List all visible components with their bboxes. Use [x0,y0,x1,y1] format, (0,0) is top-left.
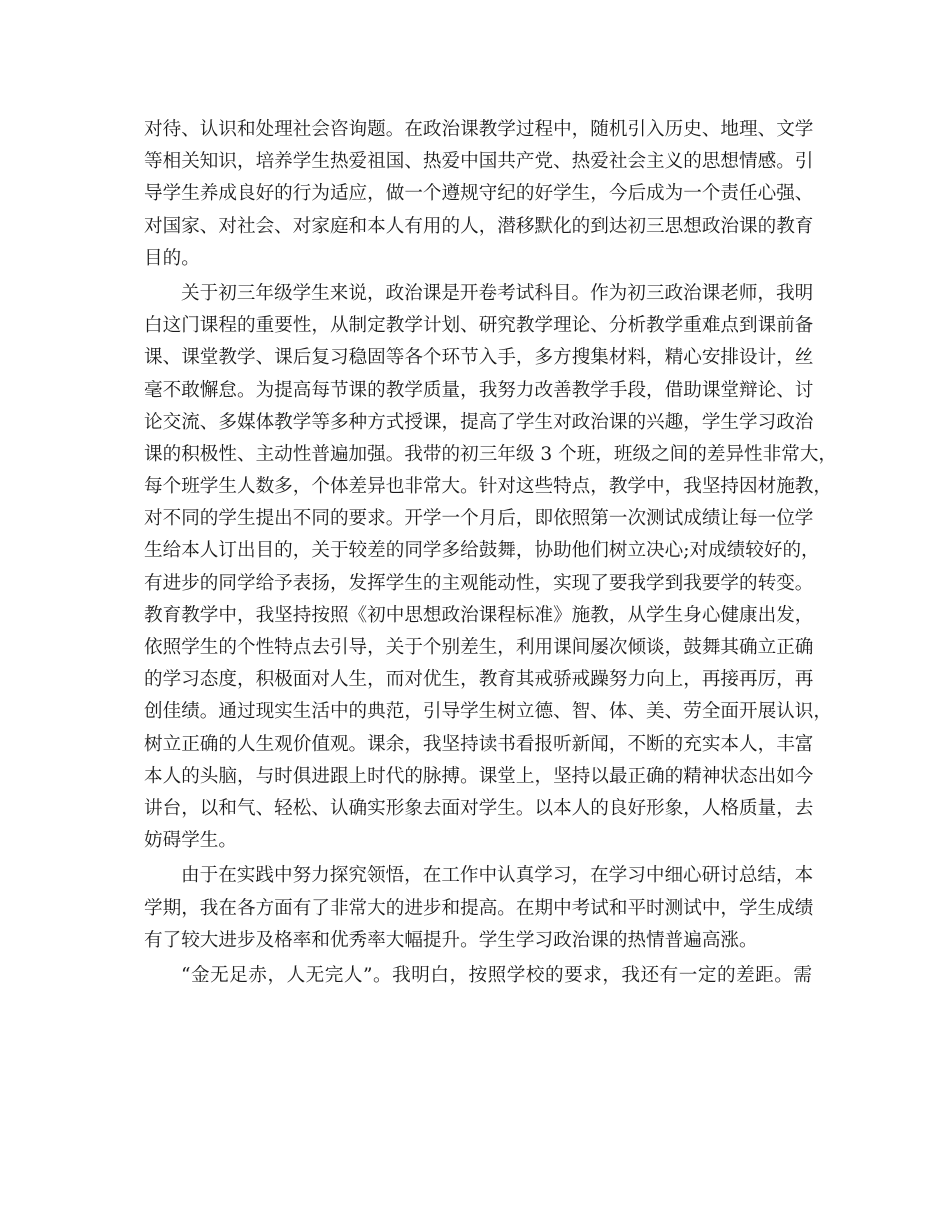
text-line: 白这门课程的重要性，从制定教学计划、研究教学理论、分析教学重难点到课前备 [144,315,814,337]
text-line: 有了较大进步及格率和优秀率大幅提升。学生学习政治课的热情普遍高涨。 [144,929,758,951]
text-line: 创佳绩。通过现实生活中的典范，引导学生树立德、智、体、美、劳全面开展认识， [144,701,832,723]
text-line: 有进步的同学给予表扬，发挥学生的主观能动性，实现了要我学到我要学的转变。 [144,572,814,594]
text-line: “金无足赤，人无完人”。我明白，按照学校的要求，我还有一定的差距。需 [181,964,812,986]
text-line: 课的积极性、主动性普遍加强。我带的初三年级 3 个班，班级之间的差异性非常大， [144,443,838,465]
text-line: 依照学生的个性特点去引导，关于个别差生，利用课间屡次倾谈，鼓舞其确立正确 [144,637,814,658]
text-line: 目的。 [144,247,200,269]
text-line: 树立正确的人生观价值观。课余，我坚持读书看报听新闻，不断的充实本人，丰富 [144,733,814,755]
text-line: 教育教学中，我坚持按照《初中思想政治课程标准》施教，从学生身心健康出发， [144,604,814,626]
text-line: 对待、认识和处理社会咨询题。在政治课教学过程中，随机引入历史、地理、文学 [144,119,814,140]
text-line: 生给本人订出目的，关于较差的同学多给鼓舞，协助他们树立决心;对成绩较好的， [144,540,820,562]
text-line: 学期，我在各方面有了非常大的进步和提高。在期中考试和平时测试中，学生成绩 [144,897,814,919]
text-line: 对国家、对社会、对家庭和本人有用的人，潜移默化的到达初三思想政治课的教育 [144,215,814,237]
paragraph [144,278,838,857]
text-line: 导学生养成良好的行为适应，做一个遵规守纪的好学生，今后成为一个责任心强、 [144,183,814,205]
text-line: 的学习态度，积极面对人生，而对优生，教育其戒骄戒躁努力向上，再接再厉，再 [144,669,814,691]
text-line: 论交流、多媒体教学等多种方式授课，提高了学生对政治课的兴趣，学生学习政治 [144,411,814,433]
text-line: 本人的头脑，与时俱进跟上时代的脉搏。课堂上，坚持以最正确的精神状态出如今 [144,765,814,787]
paragraph [144,860,812,957]
text-line: 毫不敢懈怠。为提高每节课的教学质量，我努力改善教学手段，借助课堂辩论、讨 [144,379,814,401]
text-line: 讲台，以和气、轻松、认确实形象去面对学生。以本人的良好形象，人格质量，去 [144,797,814,819]
document-body [144,114,838,992]
text-line: 由于在实践中努力探究领悟，在工作中认真学习，在学习中细心研讨总结，本 [181,865,814,887]
paragraph [144,114,812,275]
text-line: 关于初三年级学生来说，政治课是开卷考试科目。作为初三政治课老师，我明 [181,282,814,304]
text-line: 课、课堂教学、课后复习稳固等各个环节入手，多方搜集材料，精心安排设计，丝 [144,347,814,369]
paragraph [144,960,812,992]
text-line: 每个班学生人数多，个体差异也非常大。针对这些特点，教学中，我坚持因材施教， [144,476,832,498]
text-line: 对不同的学生提出不同的要求。开学一个月后，即依照第一次测试成绩让每一位学 [144,508,814,530]
text-line: 妨碍学生。 [144,830,237,852]
text-line: 等相关知识，培养学生热爱祖国、热爱中国共产党、热爱社会主义的思想情感。引 [144,151,814,173]
